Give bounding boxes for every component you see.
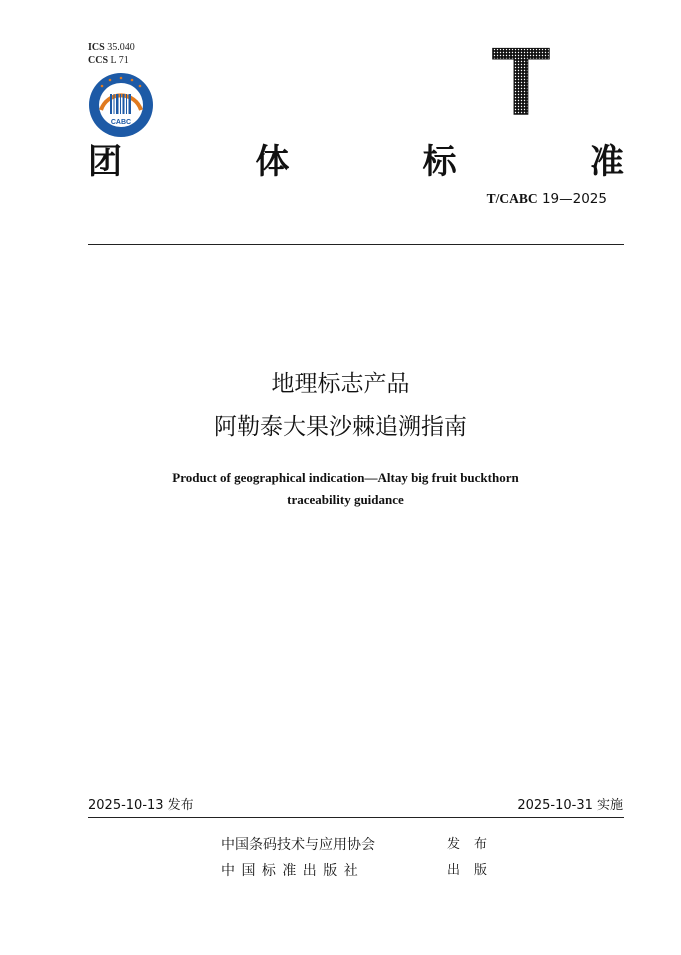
title-char: 团 bbox=[88, 142, 122, 182]
ics-line bbox=[88, 41, 135, 54]
logo-text: CABC bbox=[110, 119, 132, 126]
standard-type-letter bbox=[481, 36, 561, 118]
ccs-code: L 71 bbox=[110, 55, 129, 66]
ccs-label: CCS bbox=[88, 55, 109, 66]
classification-codes bbox=[88, 41, 135, 67]
top-divider bbox=[88, 244, 624, 245]
big-t-text: T bbox=[491, 36, 551, 118]
document-class-title bbox=[88, 140, 624, 184]
english-title-line2: traceability guidance bbox=[287, 492, 404, 507]
ics-code: 35.040 bbox=[107, 42, 135, 53]
ics-label: ICS bbox=[88, 42, 105, 53]
main-title-line2: 阿勒泰大果沙棘追溯指南 bbox=[214, 414, 467, 440]
title-char: 体 bbox=[255, 142, 290, 182]
issue-date: 2025-10-13 发布 bbox=[88, 798, 194, 813]
publishing-action: 出版 bbox=[447, 863, 502, 878]
issuing-action: 发布 bbox=[447, 837, 502, 852]
title-char: 准 bbox=[589, 142, 624, 182]
english-title-line1: Product of geographical indication—Altay big fruit buckthorn bbox=[172, 470, 519, 485]
standard-code: 19—2025 bbox=[541, 191, 607, 207]
title-char: 标 bbox=[422, 142, 457, 182]
issuing-organization: 中国条码技术与应用协会 bbox=[221, 837, 375, 853]
standard-number bbox=[487, 191, 607, 207]
implement-date: 2025-10-31 实施 bbox=[517, 798, 623, 813]
main-title-line1: 地理标志产品 bbox=[271, 371, 410, 397]
publishing-house: 中 国 标 准 出 版 社 bbox=[221, 863, 359, 879]
association-logo bbox=[88, 72, 154, 138]
ccs-line bbox=[88, 54, 135, 67]
bottom-divider bbox=[88, 817, 624, 818]
standard-prefix: T/CABC bbox=[486, 191, 538, 206]
